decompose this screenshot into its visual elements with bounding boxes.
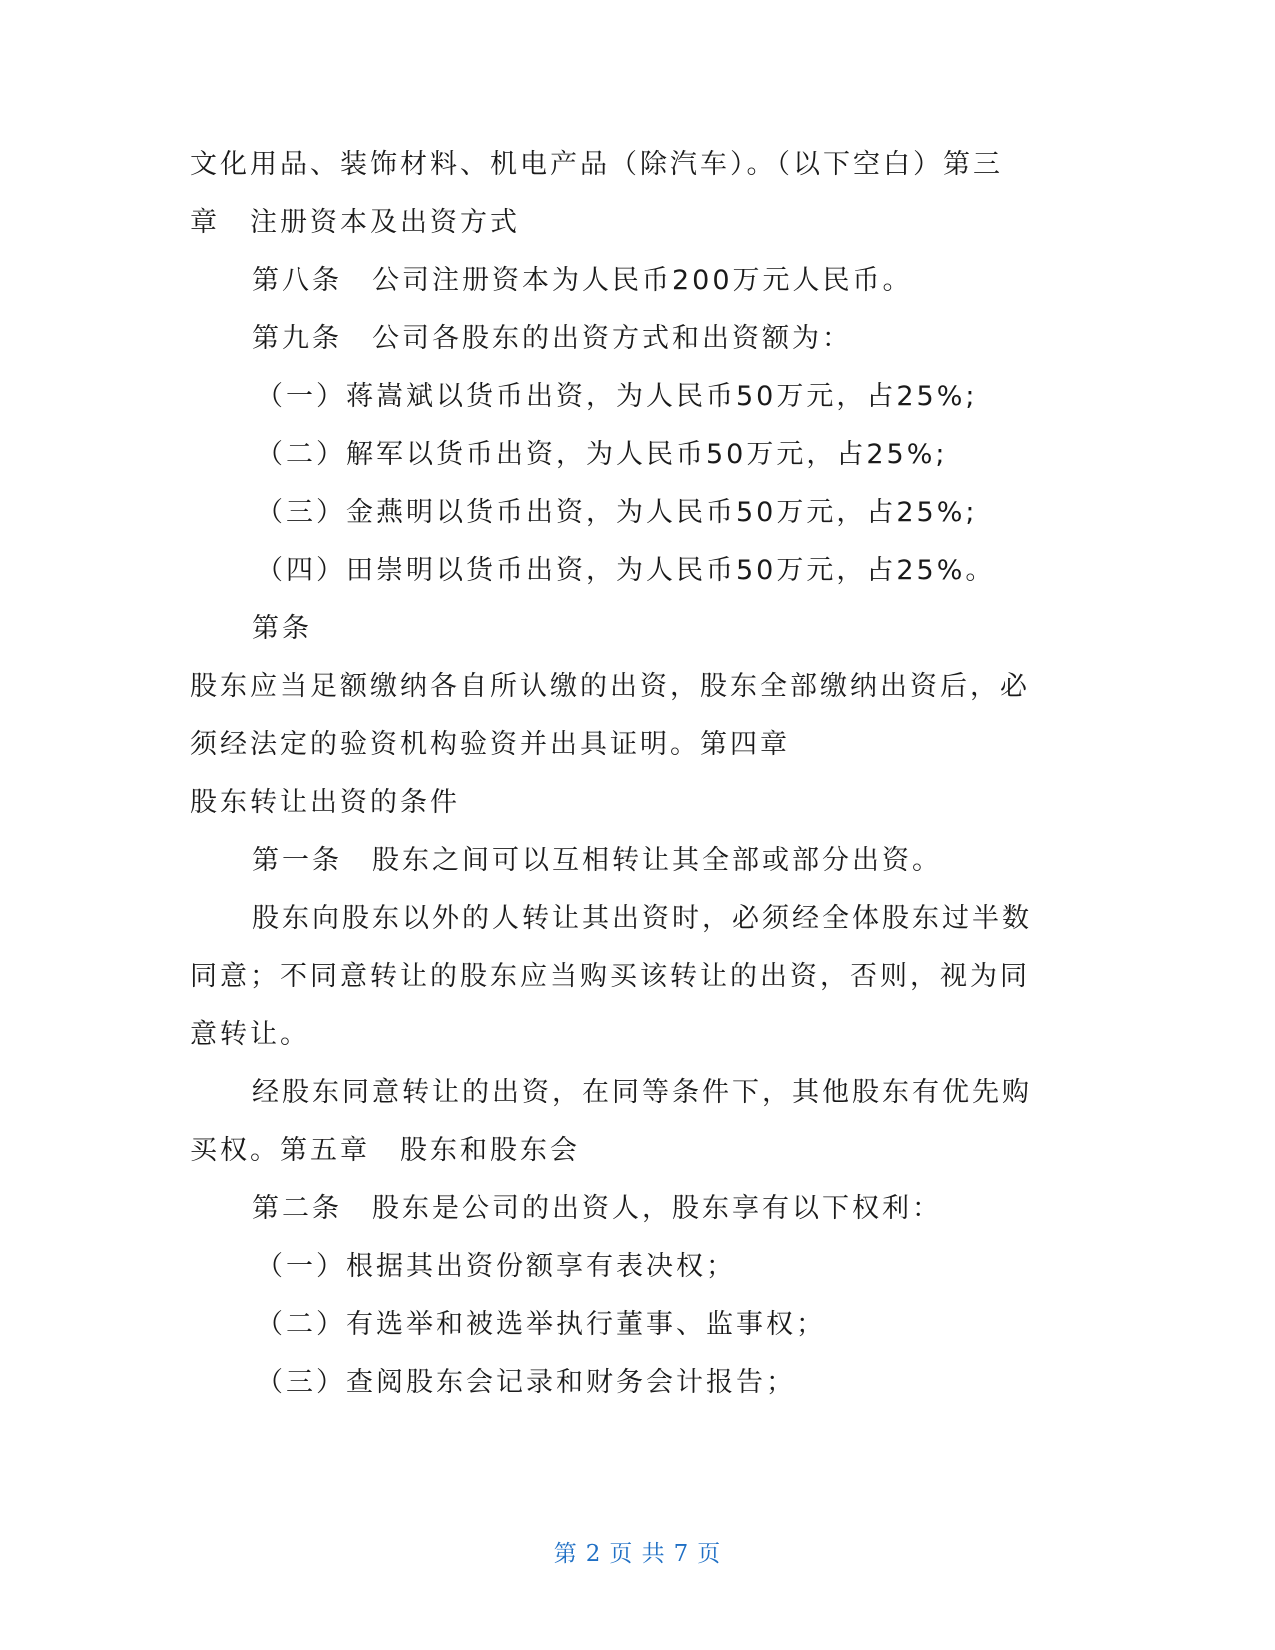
- list-item: （三）查阅股东会记录和财务会计报告；: [256, 1367, 796, 1398]
- chapter-title: 股东转让出资的条件: [190, 787, 460, 818]
- current-page-number: 2: [585, 1541, 602, 1567]
- text-line: 买权。第五章 股东和股东会: [190, 1135, 580, 1166]
- article-heading: 第条: [252, 613, 312, 644]
- list-item: （二）解军以货币出资，为人民币50万元，占25%;: [256, 439, 948, 470]
- article-9: 第九条 公司各股东的出资方式和出资额为：: [252, 323, 852, 354]
- footer-suffix: 页: [697, 1541, 722, 1567]
- text-line: 须经法定的验资机构验资并出具证明。第四章: [190, 729, 790, 760]
- article-1: 第一条 股东之间可以互相转让其全部或部分出资。: [252, 845, 942, 876]
- text-line: 经股东同意转让的出资，在同等条件下，其他股东有优先购: [252, 1077, 1032, 1108]
- list-item: （二）有选举和被选举执行董事、监事权；: [256, 1309, 826, 1340]
- list-item: （三）金燕明以货币出资，为人民币50万元，占25%;: [256, 497, 978, 528]
- list-item: （一）蒋嵩斌以货币出资，为人民币50万元，占25%;: [256, 381, 978, 412]
- article-8: 第八条 公司注册资本为人民币200万元人民币。: [252, 265, 913, 296]
- text-line: 同意；不同意转让的股东应当购买该转让的出资，否则，视为同: [190, 961, 1030, 992]
- footer-middle: 页 共: [609, 1541, 666, 1567]
- list-item: （一）根据其出资份额享有表决权；: [256, 1251, 736, 1282]
- total-page-count: 7: [673, 1541, 690, 1567]
- text-line: 文化用品、装饰材料、机电产品（除汽车）。（以下空白）第三: [190, 149, 1003, 180]
- text-line: 股东应当足额缴纳各自所认缴的出资，股东全部缴纳出资后，必: [190, 671, 1030, 702]
- footer-prefix: 第: [553, 1541, 578, 1567]
- list-item: （四）田崇明以货币出资，为人民币50万元，占25%。: [256, 555, 996, 586]
- text-line: 意转让。: [190, 1019, 310, 1050]
- text-line: 章 注册资本及出资方式: [190, 207, 520, 238]
- article-2: 第二条 股东是公司的出资人，股东享有以下权利：: [252, 1193, 942, 1224]
- text-line: 股东向股东以外的人转让其出资时，必须经全体股东过半数: [252, 903, 1032, 934]
- page-footer: [0, 1535, 1275, 1568]
